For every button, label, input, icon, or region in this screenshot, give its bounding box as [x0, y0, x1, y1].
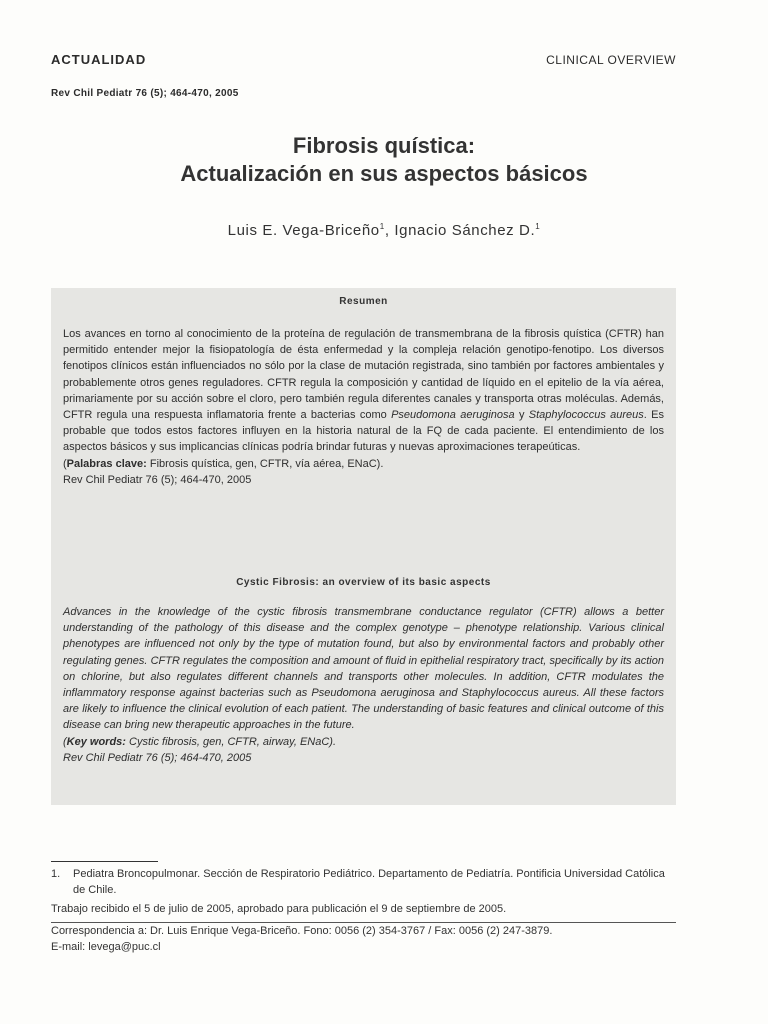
abstract-en	[63, 604, 664, 766]
abstract-en-body: Advances in the knowledge of the cystic fibrosis transmembrane conductance regulator (CFTR) allows a better understanding of the pathology of this disease and the complex genotype – phenotype relationship. Various clinical phenotypes are influenced not only by the type of mutation found, but also by environmental factors and probably other regulating genes. CFTR regulates the composition and amount of fluid in epithelial respiratory tract, specifically by its action on chlorine, but also regulates different channels and transports other molecules. In addition, CFTR modulates the inflammatory response against bacterias such as Pseudomona aeruginosa and Staphylococcus aureus. All these factors are likely to influence the clinical evolution of each patient. The understanding of basic features and clinical outcome of this disease can bring new therapeutic approaches in the future.	[63, 606, 664, 732]
organism-name: Pseudomona aeruginosa	[391, 409, 515, 422]
abstract-box	[51, 288, 676, 805]
author-2: Ignacio Sánchez D.	[394, 222, 536, 239]
paren: (	[63, 735, 67, 748]
keywords-text: Cystic fibrosis, gen, CFTR, airway, ENaC).	[125, 735, 337, 748]
footnote	[51, 866, 676, 898]
footnote-number: 1.	[51, 868, 61, 880]
conjunction: y	[514, 409, 529, 422]
keywords-label: Key words:	[66, 735, 126, 748]
paren: (	[63, 457, 67, 470]
title-line-1: Fibrosis quística:	[292, 133, 476, 158]
article-title	[0, 132, 768, 188]
abstract-heading: Resumen	[339, 296, 388, 307]
abstract-es-text: . Es probable que todos estos factores influyen en la historia natural de la FQ de cada paciente. El entendimiento de los aspectos básicos y sus implicancias clínicas podría brindar futuras y nuevas aproximaciones terapeúticas.	[63, 409, 664, 454]
author-list	[0, 222, 768, 239]
abstract-es	[63, 326, 664, 488]
abstract-es-keywords	[63, 456, 664, 472]
keywords-label: Palabras clave:	[66, 457, 147, 470]
received-date: Trabajo recibido el 5 de julio de 2005, aprobado para publicación el 9 de septiembre de 2005.	[51, 903, 507, 915]
abstract-en-keywords	[63, 734, 664, 750]
correspondence-email: E-mail: levega@puc.cl	[51, 940, 161, 953]
affiliation-mark: 1	[379, 222, 385, 231]
category-label: CLINICAL OVERVIEW	[546, 53, 676, 67]
section-label: ACTUALIDAD	[51, 52, 147, 67]
abstract-en-citation: Rev Chil Pediatr 76 (5); 464-470, 2005	[63, 751, 252, 764]
correspondence	[51, 924, 676, 955]
organism-name: Staphylococcus aureus	[528, 409, 644, 422]
journal-citation: Rev Chil Pediatr 76 (5); 464-470, 2005	[51, 88, 239, 99]
correspondence-text: Correspondencia a: Dr. Luis Enrique Vega-Briceño. Fono: 0056 (2) 354-3767 / Fax: 0056 (2) 247-3879.	[51, 925, 553, 937]
affiliation-mark: 1	[535, 222, 541, 231]
abstract-es-citation: Rev Chil Pediatr 76 (5); 464-470, 2005	[63, 473, 252, 486]
author-1: Luis E. Vega-Briceño	[227, 222, 380, 239]
abstract-es-body	[63, 326, 664, 456]
footnote-text: Pediatra Broncopulmonar. Sección de Respiratorio Pediátrico. Departamento de Pediatría. Pontificia Universidad Católica de Chile.	[73, 868, 665, 896]
footnote-line	[51, 866, 676, 898]
correspondence-divider	[51, 922, 676, 923]
keywords-text: Fibrosis quística, gen, CFTR, vía aérea, ENaC).	[146, 457, 384, 470]
title-line-2: Actualización en sus aspectos básicos	[180, 161, 588, 186]
author-separator: ,	[384, 222, 395, 239]
english-heading: Cystic Fibrosis: an overview of its basic aspects	[236, 577, 491, 588]
abstract-es-text: Los avances en torno al conocimiento de la proteína de regulación de transmembrana de la fibrosis quística (CFTR) han permitido entender mejor la fisiopatología de ésta enfermedad y la compleja relación genotipo-fenotipo. Los diversos fenotipos clínicos están influenciados no sólo por la clase de mutación registrada, sino también por factores ambientales y probablemente otros genes reguladores. CFTR regula la composición y cantidad de líquido en el epitelio de la vía aérea, primariamente por su acción sobre el cloro, pero también regula diferentes canales y transporta otras moléculas. Además, CFTR regula una respuesta inflamatoria frente a bacterias como	[63, 328, 664, 422]
footnote-divider	[51, 861, 158, 862]
